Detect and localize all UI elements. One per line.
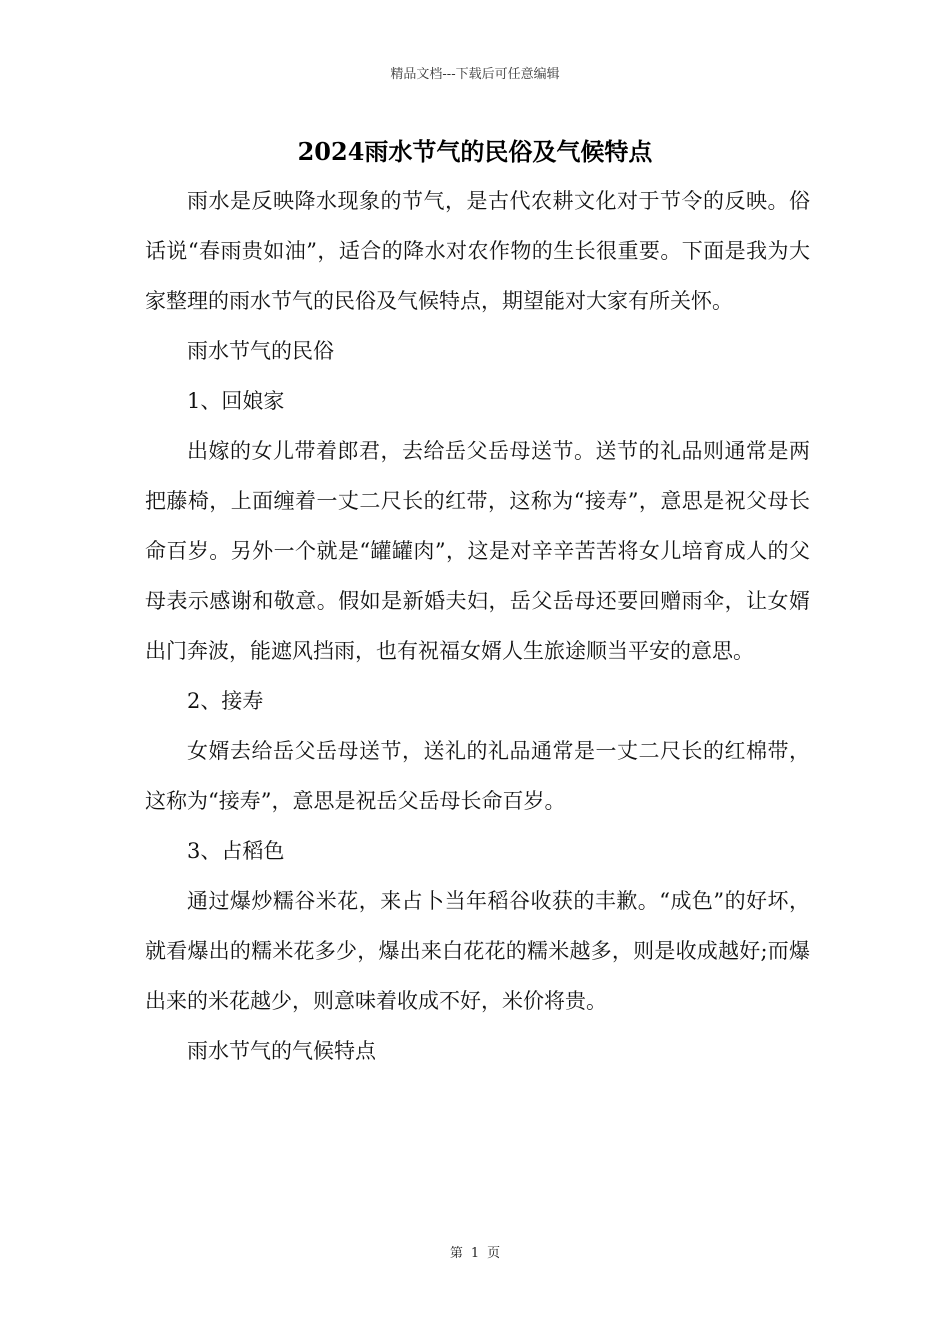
page-number-value: 1 <box>470 1246 480 1261</box>
document-body <box>145 176 810 1076</box>
intro-paragraph: 雨水是反映降水现象的节气，是古代农耕文化对于节令的反映。俗话说“春雨贵如油”，适合的降水对农作物的生长很重要。下面是我为大家整理的雨水节气的民俗及气候特点，期望能对大家有所关怀。 <box>145 189 810 313</box>
item-heading-1: 1、回娘家 <box>187 389 285 413</box>
page-number-suffix: 页 <box>487 1246 501 1261</box>
page-number <box>0 1244 950 1264</box>
section-heading-customs: 雨水节气的民俗 <box>187 339 334 363</box>
item-heading-2: 2、接寿 <box>187 689 264 713</box>
document-title: 2024雨水节气的民俗及气候特点 <box>297 137 653 166</box>
page-number-prefix: 第 <box>449 1246 463 1261</box>
item-body-2: 女婿去给岳父岳母送节，送礼的礼品通常是一丈二尺长的红棉带，这称为“接寿”，意思是祝岳父岳母长命百岁。 <box>145 739 810 813</box>
header-note: 精品文档---下载后可任意编辑 <box>390 67 560 82</box>
item-body-3: 通过爆炒糯谷米花，来占卜当年稻谷收获的丰歉。“成色”的好坏，就看爆出的糯米花多少，爆出来白花花的糯米越多，则是收成越好;而爆出来的米花越少，则意味着收成不好，米价将贵。 <box>145 889 810 1013</box>
item-body-1: 出嫁的女儿带着郎君，去给岳父岳母送节。送节的礼品则通常是两把藤椅，上面缠着一丈二尺长的红带，这称为“接寿”，意思是祝父母长命百岁。另外一个就是“罐罐肉”，这是对辛辛苦苦将女儿培育成人的父母表示感谢和敬意。假如是新婚夫妇，岳父岳母还要回赠雨伞，让女婿出门奔波，能遮风挡雨，也有祝福女婿人生旅途顺当平安的意思。 <box>145 439 810 663</box>
item-heading-3: 3、占稻色 <box>187 839 285 863</box>
section-heading-climate: 雨水节气的气候特点 <box>187 1039 376 1063</box>
